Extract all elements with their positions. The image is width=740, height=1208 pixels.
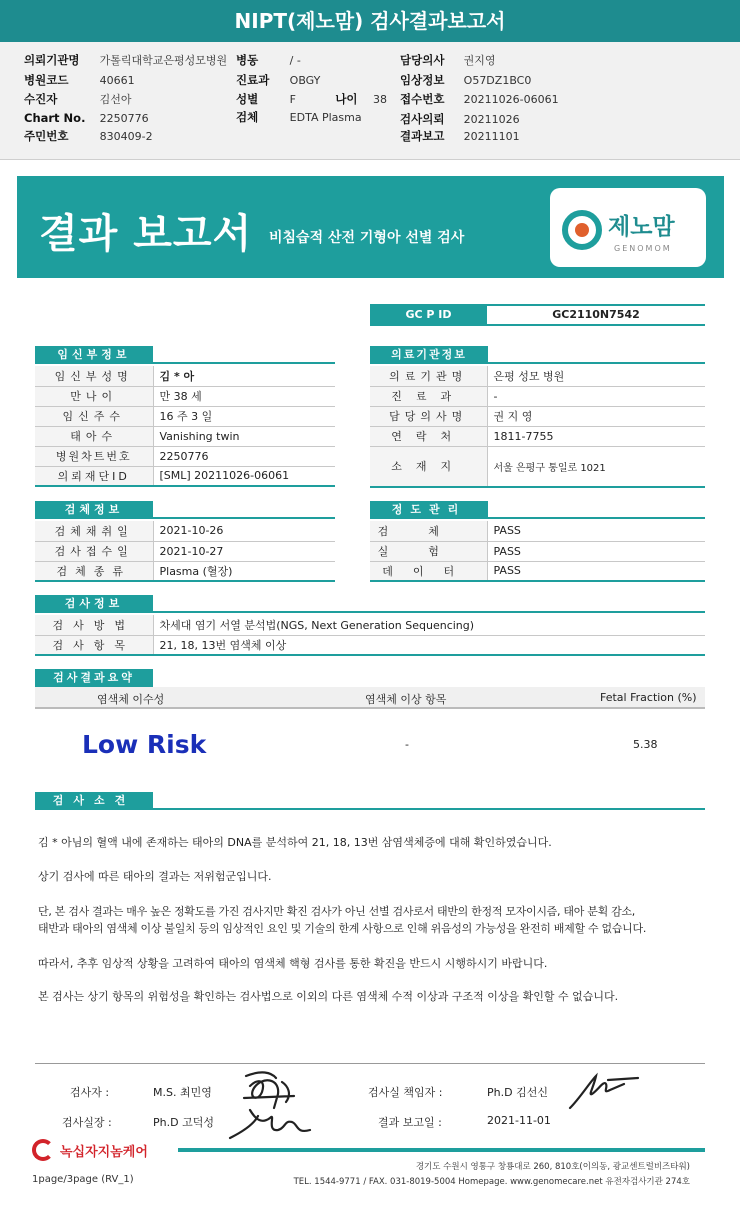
fetal-fraction-value: 5.38 xyxy=(633,738,658,751)
table-row xyxy=(370,521,705,541)
institution-info-title: 의료기관정보 xyxy=(370,346,488,364)
ward-label: 병동 xyxy=(236,53,259,67)
field-value: Vanishing twin xyxy=(153,426,335,446)
gc-logo-icon xyxy=(32,1139,54,1161)
footer-rule xyxy=(178,1148,705,1152)
hospital-code-value: 40661 xyxy=(99,74,135,87)
gc-pid-value: GC2110N7542 xyxy=(552,308,640,321)
summary-header xyxy=(35,669,705,687)
field-label: 검체채취일 xyxy=(35,521,153,541)
field-value: 차세대 염기 서열 분석법(NGS, Next Generation Sequencing) xyxy=(153,615,705,635)
table-row xyxy=(370,446,705,487)
field-value: PASS xyxy=(487,541,705,561)
qc-header xyxy=(370,501,705,519)
request-date-value: 20211026 xyxy=(463,113,520,126)
field-value: PASS xyxy=(487,561,705,581)
field-label: 태아수 xyxy=(35,426,153,446)
findings-paragraph-5: 본 검사는 상기 항목의 위험성을 확인하는 검사법으로 이외의 다른 염색체 수적 이상과 구조적 이상을 확인할 수 없습니다. xyxy=(38,990,619,1003)
specimen-field xyxy=(236,109,362,125)
age-value: 38 xyxy=(372,93,387,106)
test-info-title: 검사정보 xyxy=(35,595,153,613)
field-value: 21, 18, 13번 염색체 이상 xyxy=(153,635,705,655)
field-value: 2021-10-26 xyxy=(153,521,335,541)
field-value: [SML] 20211026-06061 xyxy=(153,466,335,486)
sex-field xyxy=(236,91,387,107)
findings-paragraph-3a: 단, 본 검사 결과는 매우 높은 정확도를 가진 검사지만 확진 검사가 아닌 선별 검사로서 태반의 한정적 모자이시즘, 태아 분획 감소, xyxy=(38,905,635,918)
field-value: 은평 성모 병원 xyxy=(487,366,705,386)
signature-report-date: 2021-11-01 xyxy=(487,1114,551,1127)
findings-paragraph-4: 따라서, 추후 임상적 상황을 고려하여 태아의 염색체 핵형 검사를 통한 확진을 반드시 시행하시기 바랍니다. xyxy=(38,957,548,970)
test-info-header xyxy=(35,595,705,613)
field-label: 검체종류 xyxy=(35,561,153,581)
logo-english-name: GENOMOM xyxy=(614,244,672,253)
institution-info-table xyxy=(370,366,705,488)
col-fetal-fraction: Fetal Fraction (%) xyxy=(600,691,697,704)
institution-info-header xyxy=(370,346,705,364)
examinee-value: 김선아 xyxy=(99,93,132,106)
examinee-label: 수진자 xyxy=(24,92,58,106)
field-value: 1811-7755 xyxy=(487,426,705,446)
gc-pid-label: GC P ID xyxy=(370,306,487,324)
field-label: 의뢰재단ID xyxy=(35,466,153,486)
lab-manager-name: Ph.D 김선신 xyxy=(487,1086,548,1099)
table-row xyxy=(370,366,705,386)
field-label: 검사접수일 xyxy=(35,541,153,561)
findings-header xyxy=(35,792,705,810)
tester-name: M.S. 최민영 xyxy=(153,1086,212,1099)
findings-paragraph-3b: 태반과 태아의 염색체 이상 불일치 등의 임상적인 요인 및 기술의 한계 사항으로 인해 위음성의 가능성을 완전히 배제할 수 없습니다. xyxy=(38,922,647,935)
field-value: 2250776 xyxy=(153,446,335,466)
genomom-logo-icon xyxy=(562,210,602,250)
field-label: 데이터 xyxy=(370,561,487,581)
field-label: 검사항목 xyxy=(35,635,153,655)
test-info-table xyxy=(35,615,705,656)
report-title: NIPT(제노맘) 검사결과보고서 xyxy=(0,0,740,42)
summary-columns xyxy=(35,687,705,709)
report-date-label: 결과 보고일 : xyxy=(378,1116,442,1129)
findings-paragraph-1: 김 * 아님의 혈액 내에 존재하는 태아의 DNA를 분석하여 21, 18, 13번 삼염색체증에 대해 확인하였습니다. xyxy=(38,836,552,849)
qc-title: 정도관리 xyxy=(370,501,488,519)
field-value: 서울 은평구 통일로 1021 xyxy=(487,446,705,487)
id-no-label: 주민번호 xyxy=(24,129,69,143)
table-row xyxy=(370,406,705,426)
doctor-label: 담당의사 xyxy=(400,53,445,67)
hospital-code-field xyxy=(24,72,135,88)
specimen-info-header xyxy=(35,501,335,519)
field-label: 소재지 xyxy=(370,446,487,487)
field-value: PASS xyxy=(487,521,705,541)
specimen-info-title: 검체정보 xyxy=(35,501,153,519)
sex-value: F xyxy=(289,93,296,106)
doctor-value: 권지영 xyxy=(463,54,496,67)
field-value: 권 지 영 xyxy=(487,406,705,426)
examinee-field xyxy=(24,91,132,107)
qc-table xyxy=(370,521,705,582)
pregnant-info-table xyxy=(35,366,335,487)
section-rule xyxy=(35,362,335,364)
abnormal-items-value: - xyxy=(405,738,409,751)
lab-chief-signature xyxy=(226,1104,316,1144)
hero-title: 결과 보고서 xyxy=(39,211,253,257)
table-row xyxy=(35,561,335,581)
findings-paragraph-2: 상기 검사에 따른 태아의 결과는 저위험군입니다. xyxy=(38,870,272,883)
table-row xyxy=(35,466,335,486)
table-row xyxy=(370,386,705,406)
specimen-value: EDTA Plasma xyxy=(289,111,362,124)
hero-banner xyxy=(17,176,724,278)
lab-manager-label: 검사실 책임자 : xyxy=(368,1086,443,1099)
field-label: 병원차트번호 xyxy=(35,446,153,466)
report-date-label: 결과보고 xyxy=(400,129,445,143)
age-label: 나이 xyxy=(335,92,358,106)
table-row xyxy=(35,521,335,541)
genomom-logo xyxy=(550,188,706,267)
clinical-info-field xyxy=(400,72,531,88)
institution-label: 의뢰기관명 xyxy=(24,53,80,67)
table-row xyxy=(35,446,335,466)
report-header xyxy=(0,0,740,160)
lab-chief-name: Ph.D 고덕성 xyxy=(153,1116,214,1129)
id-no-value: 830409-2 xyxy=(99,130,153,143)
report-date-value: 20211101 xyxy=(463,130,520,143)
field-value: 만 38 세 xyxy=(153,386,335,406)
table-row xyxy=(370,561,705,581)
field-label: 임신부성명 xyxy=(35,366,153,386)
findings-title: 검사소견 xyxy=(35,792,153,810)
company-contact: TEL. 1544-9771 / FAX. 031-8019-5004 Homepage. www.genomecare.net 유전자검사기관 274호 xyxy=(293,1177,690,1187)
col-abnormal-items: 염색체 이상 항목 xyxy=(365,693,447,706)
sex-label: 성별 xyxy=(236,92,259,106)
col-aneuploidy: 염색체 이수성 xyxy=(97,693,165,706)
dept-label: 진료과 xyxy=(236,73,270,87)
field-label: 담당의사명 xyxy=(370,406,487,426)
section-rule xyxy=(370,362,705,364)
table-row xyxy=(35,541,335,561)
table-row xyxy=(35,426,335,446)
chart-no-field xyxy=(24,111,149,125)
specimen-label: 검체 xyxy=(236,110,259,124)
hero-subtitle: 비침습적 산전 기형아 선별 검사 xyxy=(269,230,465,246)
logo-korean-name: 제노맘 xyxy=(608,214,675,240)
clinical-info-label: 임상정보 xyxy=(400,73,445,87)
field-label: 임신주수 xyxy=(35,406,153,426)
table-row xyxy=(35,635,705,655)
table-row xyxy=(35,366,335,386)
receipt-no-value: 20211026-06061 xyxy=(463,93,559,106)
section-rule xyxy=(35,517,335,519)
request-date-label: 검사의뢰 xyxy=(400,112,445,126)
table-row xyxy=(370,541,705,561)
field-value: Plasma (혈장) xyxy=(153,561,335,581)
lab-manager-signature xyxy=(566,1070,642,1112)
report-date-field xyxy=(400,128,520,144)
ward-field xyxy=(236,52,301,68)
field-label: 검체 xyxy=(370,521,487,541)
company-name: 녹십자지놈케어 xyxy=(60,1145,148,1160)
institution-value: 가톨릭대학교은평성모병원 xyxy=(99,54,228,67)
field-value: 2021-10-27 xyxy=(153,541,335,561)
section-rule xyxy=(35,808,705,810)
dept-value: OBGY xyxy=(289,74,321,87)
dept-field xyxy=(236,72,320,88)
field-value: 16 주 3 일 xyxy=(153,406,335,426)
id-no-field xyxy=(24,128,153,144)
lab-chief-label: 검사실장 : xyxy=(62,1116,112,1129)
result-risk: Low Risk xyxy=(82,730,207,759)
chart-no-value: 2250776 xyxy=(99,112,149,125)
table-row xyxy=(35,615,705,635)
field-label: 만나이 xyxy=(35,386,153,406)
summary-title: 검사결과요약 xyxy=(35,669,153,687)
gc-pid xyxy=(370,304,705,326)
institution-field xyxy=(24,52,227,68)
hospital-code-label: 병원코드 xyxy=(24,73,69,87)
section-rule xyxy=(370,517,705,519)
pregnant-info-header xyxy=(35,346,335,364)
clinical-info-value: O57DZ1BC0 xyxy=(463,74,532,87)
ward-value: / - xyxy=(289,54,301,67)
specimen-info-table xyxy=(35,521,335,582)
pregnant-info-title: 임신부정보 xyxy=(35,346,153,364)
table-row xyxy=(370,426,705,446)
field-label: 실험 xyxy=(370,541,487,561)
company-address: 경기도 수원시 영통구 창룡대로 260, 810호(이의동, 광교센트럴비즈타워) xyxy=(415,1162,690,1172)
chart-no-label: Chart No. xyxy=(24,111,86,125)
signature-divider xyxy=(35,1063,705,1064)
table-row xyxy=(35,386,335,406)
field-label: 진료과 xyxy=(370,386,487,406)
receipt-no-label: 접수번호 xyxy=(400,92,445,106)
request-date-field xyxy=(400,111,520,127)
field-label: 연락처 xyxy=(370,426,487,446)
section-rule xyxy=(35,611,705,613)
page-indicator: 1page/3page (RV_1) xyxy=(32,1174,134,1185)
field-label: 검사방법 xyxy=(35,615,153,635)
table-row xyxy=(35,406,335,426)
receipt-no-field xyxy=(400,91,559,107)
tester-label: 검사자 : xyxy=(70,1086,110,1099)
doctor-field xyxy=(400,52,496,68)
field-label: 의료기관명 xyxy=(370,366,487,386)
field-value: 김 * 아 xyxy=(153,366,335,386)
field-value: - xyxy=(487,386,705,406)
